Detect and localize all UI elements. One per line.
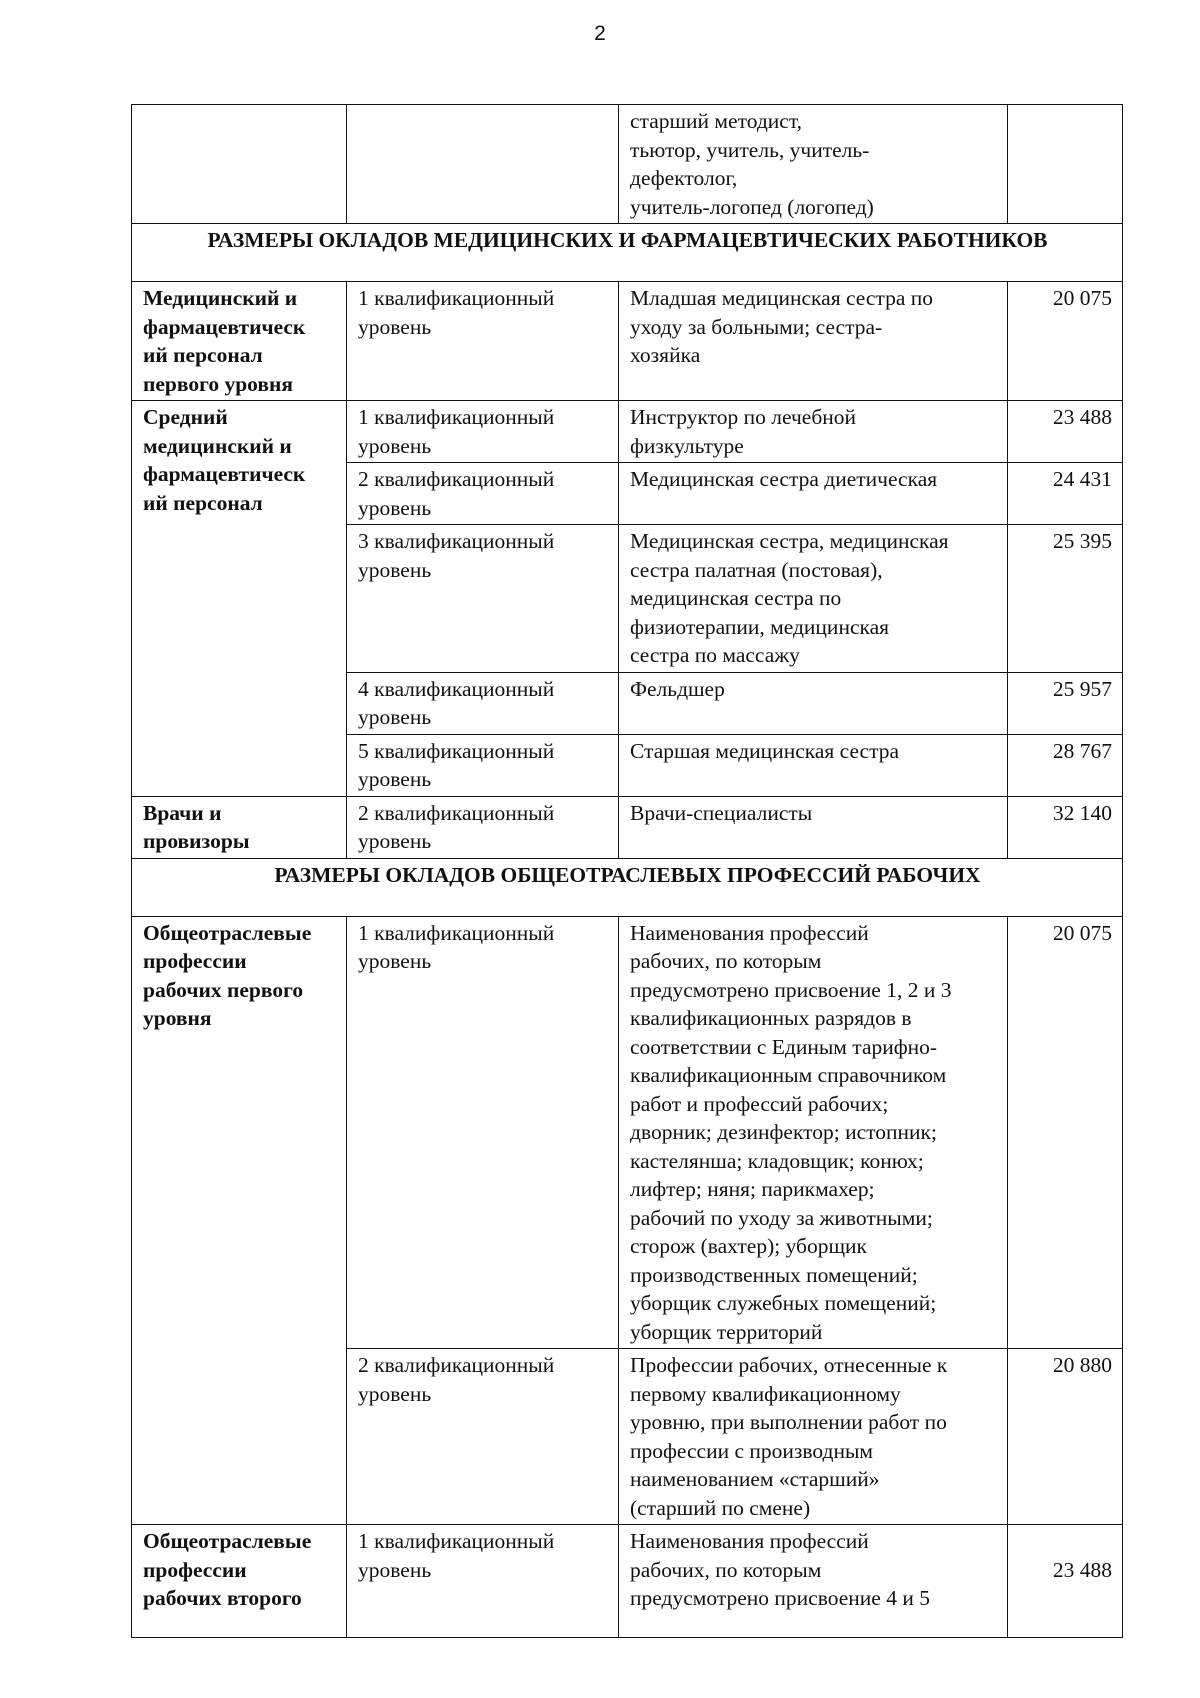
salary-cell: 20 880 <box>1008 1349 1123 1525</box>
level-cell: 2 квалификационный уровень <box>347 796 619 858</box>
group-cell: Медицинский и фармацевтическ ий персонал первого уровня <box>132 282 347 401</box>
group-cell: Общеотраслевые профессии рабочих второго <box>132 1525 347 1638</box>
salary-cell <box>1008 105 1123 224</box>
salary-cell: 23 488 <box>1008 1525 1123 1638</box>
level-cell: 2 квалификационный уровень <box>347 1349 619 1525</box>
positions-cell: Медицинская сестра диетическая <box>619 463 1008 525</box>
section-heading-row <box>132 858 1123 916</box>
level-cell: 1 квалификационный уровень <box>347 1525 619 1638</box>
salary-table <box>131 104 1123 1638</box>
table-row <box>132 105 1123 224</box>
level-cell: 1 квалификационный уровень <box>347 401 619 463</box>
group-cell: Общеотраслевые профессии рабочих первого уровня <box>132 916 347 1525</box>
table-row <box>132 916 1123 1349</box>
salary-cell: 28 767 <box>1008 734 1123 796</box>
page-number: 2 <box>594 22 606 45</box>
level-cell: 5 квалификационный уровень <box>347 734 619 796</box>
group-cell: Врачи и провизоры <box>132 796 347 858</box>
level-cell: 4 квалификационный уровень <box>347 672 619 734</box>
positions-cell: Врачи-специалисты <box>619 796 1008 858</box>
positions-cell: старший методист, тьютор, учитель, учитель- дефектолог, учитель-логопед (логопед) <box>619 105 1008 224</box>
section-title-workers: РАЗМЕРЫ ОКЛАДОВ ОБЩЕОТРАСЛЕВЫХ ПРОФЕССИЙ РАБОЧИХ <box>132 858 1123 916</box>
group-cell <box>132 105 347 224</box>
level-cell: 1 квалификационный уровень <box>347 916 619 1349</box>
positions-cell: Медицинская сестра, медицинская сестра палатная (постовая), медицинская сестра по физиотерапии, медицинская сестра по массажу <box>619 525 1008 673</box>
group-cell: Средний медицинский и фармацевтическ ий персонал <box>132 401 347 797</box>
salary-cell: 23 488 <box>1008 401 1123 463</box>
table-row <box>132 1525 1123 1638</box>
salary-cell: 20 075 <box>1008 282 1123 401</box>
positions-cell: Профессии рабочих, отнесенные к первому квалификационному уровню, при выполнении работ по профессии с производным наименованием «старший» (старший по смене) <box>619 1349 1008 1525</box>
table-row <box>132 796 1123 858</box>
positions-cell: Фельдшер <box>619 672 1008 734</box>
positions-cell: Младшая медицинская сестра по уходу за больными; сестра- хозяйка <box>619 282 1008 401</box>
level-cell: 2 квалификационный уровень <box>347 463 619 525</box>
positions-cell: Наименования профессий рабочих, по которым предусмотрено присвоение 4 и 5 <box>619 1525 1008 1638</box>
positions-cell: Инструктор по лечебной физкультуре <box>619 401 1008 463</box>
salary-cell: 25 395 <box>1008 525 1123 673</box>
table-row <box>132 282 1123 401</box>
table-row <box>132 401 1123 463</box>
level-cell <box>347 105 619 224</box>
salary-cell: 25 957 <box>1008 672 1123 734</box>
level-cell: 3 квалификационный уровень <box>347 525 619 673</box>
salary-cell: 20 075 <box>1008 916 1123 1349</box>
section-title-medical: РАЗМЕРЫ ОКЛАДОВ МЕДИЦИНСКИХ И ФАРМАЦЕВТИЧЕСКИХ РАБОТНИКОВ <box>132 224 1123 282</box>
section-heading-row <box>132 224 1123 282</box>
positions-cell: Наименования профессий рабочих, по которым предусмотрено присвоение 1, 2 и 3 квалификационных разрядов в соответствии с Единым тарифно- квалификационным справочником работ и профессий рабочих; дворник; дезинфектор; истопник; кастелянша; кладовщик; конюх; лифтер; няня; парикмахер; рабочий по уходу за животными; сторож (вахтер); уборщик производственных помещений; уборщик служебных помещений; уборщик территорий <box>619 916 1008 1349</box>
salary-cell: 32 140 <box>1008 796 1123 858</box>
level-cell: 1 квалификационный уровень <box>347 282 619 401</box>
positions-cell: Старшая медицинская сестра <box>619 734 1008 796</box>
salary-cell: 24 431 <box>1008 463 1123 525</box>
